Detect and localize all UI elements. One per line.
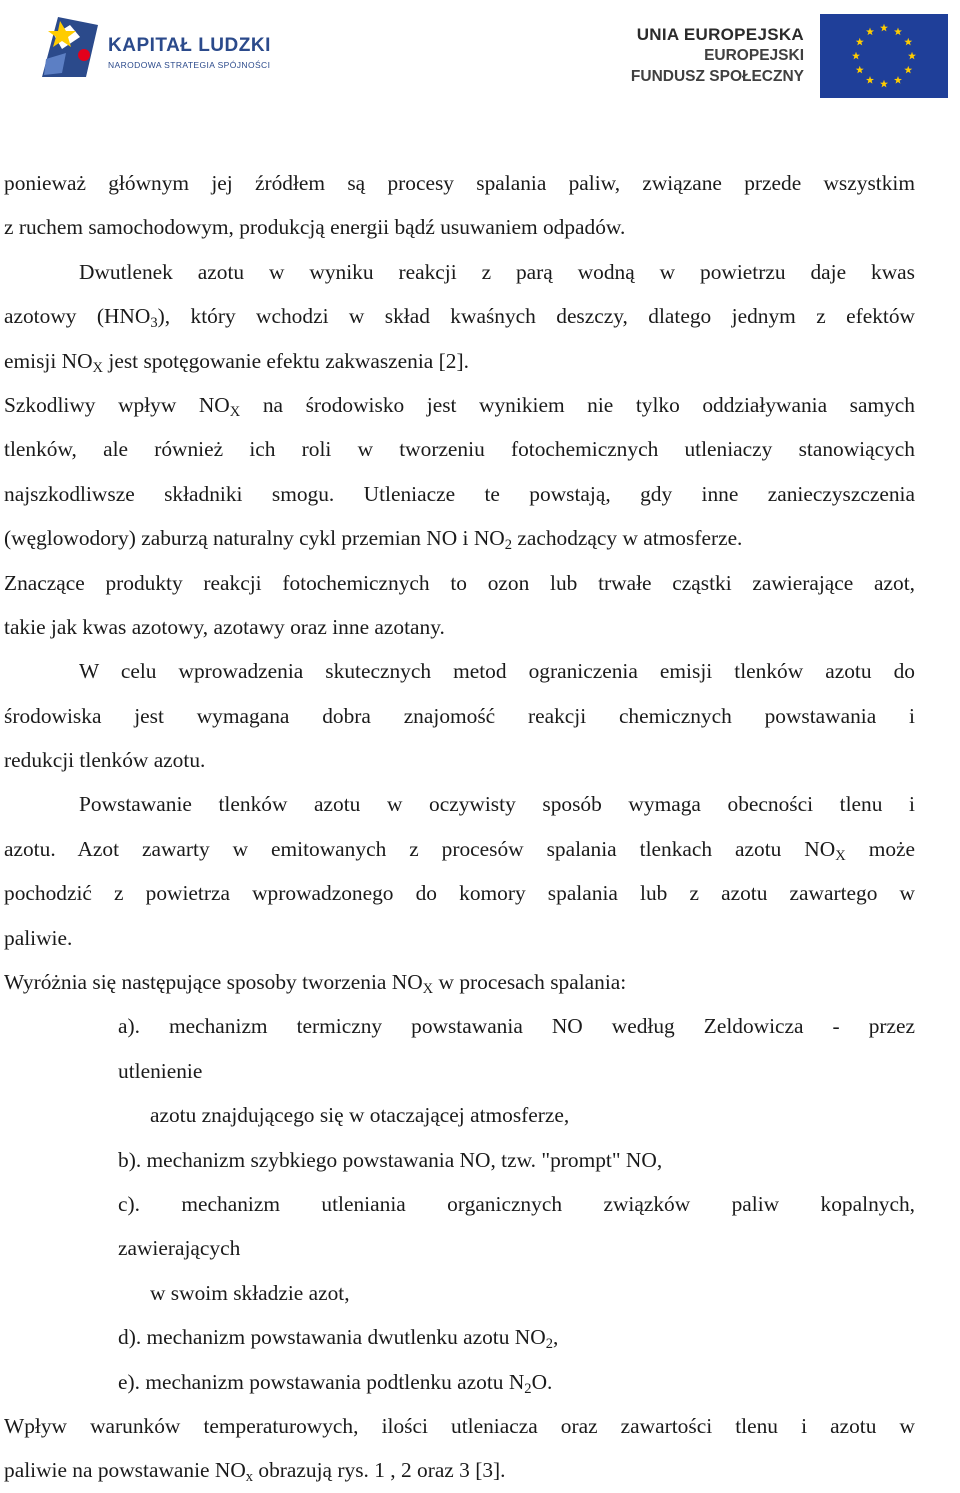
text-span: paliwie na powstawanie NO bbox=[4, 1458, 246, 1483]
list-item: b). mechanizm szybkiego powstawania NO, tzw. "prompt" NO, bbox=[118, 1147, 663, 1172]
text-line: W celu wprowadzenia skutecznych metod ograniczenia emisji tlenków azotu do bbox=[79, 659, 915, 684]
text-span: , bbox=[552, 1325, 559, 1350]
eu-logo-text bbox=[631, 24, 804, 87]
subscript: x bbox=[245, 1469, 254, 1486]
subscript: X bbox=[229, 404, 241, 421]
text-span: Szkodliwy wpływ NO bbox=[4, 392, 230, 417]
list-item: w swoim składzie azot, bbox=[150, 1280, 350, 1305]
text-line: Wpływ warunków temperaturowych, ilości utleniacza oraz zawartości tlenu i azotu w bbox=[4, 1413, 915, 1438]
text-line: pochodzić z powietrza wprowadzonego do komory spalania lub z azotu zawartego w bbox=[4, 881, 915, 906]
list-item bbox=[4, 1315, 915, 1359]
subscript: X bbox=[422, 981, 434, 998]
kapital-ludzki-logo bbox=[40, 15, 270, 85]
text-span: O. bbox=[531, 1369, 553, 1394]
text-line bbox=[4, 1448, 915, 1492]
text-span: może bbox=[845, 836, 916, 861]
text-line: redukcji tlenków azotu. bbox=[4, 748, 206, 773]
text-span: e). mechanizm powstawania podtlenku azotu N bbox=[118, 1369, 525, 1394]
text-line: z ruchem samochodowym, produkcją energii bądź usuwaniem odpadów. bbox=[4, 215, 626, 240]
text-line: Powstawanie tlenków azotu w oczywisty sposób wymaga obecności tlenu i bbox=[79, 792, 915, 817]
list-item: zawierających bbox=[118, 1236, 241, 1261]
text-line: Znaczące produkty reakcji fotochemicznych to ozon lub trwałe cząstki zawierające azot, bbox=[4, 570, 915, 595]
subscript: X bbox=[92, 359, 104, 376]
text-line bbox=[4, 294, 915, 338]
list-item: utlenienie bbox=[118, 1058, 203, 1083]
text-span: na środowisko jest wynikiem nie tylko oddziaływania samych bbox=[240, 392, 915, 417]
text-span: jest spotęgowanie efektu zakwaszenia [2]. bbox=[103, 348, 469, 373]
text-span: d). mechanizm powstawania dwutlenku azotu NO bbox=[118, 1325, 546, 1350]
kapital-ludzki-subtitle: NARODOWA STRATEGIA SPÓJNOŚCI bbox=[108, 60, 271, 70]
page-header bbox=[0, 0, 960, 110]
document-body bbox=[4, 161, 915, 1493]
subscript: 2 bbox=[524, 1380, 532, 1397]
subscript: 3 bbox=[150, 315, 158, 332]
text-line: środowiska jest wymagana dobra znajomość reakcji chemicznych powstawania i bbox=[4, 703, 915, 728]
text-span: Wyróżnia się następujące sposoby tworzenia NO bbox=[4, 970, 423, 995]
text-line: najszkodliwsze składniki smogu. Utleniacze te powstają, gdy inne zanieczyszczenia bbox=[4, 481, 915, 506]
text-span: emisji NO bbox=[4, 348, 93, 373]
list-item: azotu znajdującego się w otaczającej atmosferze, bbox=[150, 1103, 570, 1128]
eu-logo-line-1: UNIA EUROPEJSKA bbox=[636, 25, 804, 44]
text-line: takie jak kwas azotowy, azotawy oraz inne azotany. bbox=[4, 614, 445, 639]
text-line: Dwutlenek azotu w wyniku reakcji z parą wodną w powietrzu daje kwas bbox=[79, 259, 915, 284]
subscript: X bbox=[835, 847, 846, 864]
subscript: 2 bbox=[545, 1336, 553, 1353]
text-line bbox=[4, 383, 915, 427]
text-line bbox=[4, 827, 915, 871]
eu-logo-line-3: FUNDUSZ SPOŁECZNY bbox=[630, 68, 804, 85]
kapital-ludzki-emblem-icon bbox=[40, 15, 100, 79]
list-item: a). mechanizm termiczny powstawania NO według Zeldowicza - przez bbox=[118, 1014, 915, 1039]
text-line: ponieważ głównym jej źródłem są procesy spalania paliw, związane przede wszystkim bbox=[4, 171, 915, 195]
text-span: w procesach spalania: bbox=[433, 970, 627, 995]
text-line bbox=[4, 339, 915, 383]
text-span: azotowy (HNO bbox=[4, 304, 151, 329]
list-item bbox=[4, 1360, 915, 1404]
eu-efs-logo bbox=[618, 14, 948, 100]
eu-flag-icon bbox=[820, 14, 948, 98]
text-span: (węglowodory) zaburzą naturalny cykl przemian NO i NO bbox=[4, 526, 505, 551]
text-line: tlenków, ale również ich roli w tworzeniu fotochemicznych utleniaczy stanowiących bbox=[4, 437, 915, 462]
text-span: ), który wchodzi w skład kwaśnych deszczy, dlatego jednym z efektów bbox=[157, 304, 916, 329]
eu-logo-line-2: EUROPEJSKI bbox=[704, 47, 804, 64]
kapital-ludzki-title: KAPITAŁ LUDZKI bbox=[108, 35, 271, 56]
text-span: zachodzący w atmosferze. bbox=[512, 526, 743, 551]
text-span: obrazują rys. 1 , 2 oraz 3 [3]. bbox=[253, 1458, 506, 1483]
list-item: c). mechanizm utleniania organicznych związków paliw kopalnych, bbox=[118, 1191, 915, 1216]
text-span: azotu. Azot zawarty w emitowanych z procesów spalania tlenkach azotu NO bbox=[4, 836, 836, 861]
text-line: paliwie. bbox=[4, 925, 73, 950]
subscript: 2 bbox=[504, 537, 512, 554]
text-line bbox=[4, 960, 915, 1004]
text-line bbox=[4, 516, 915, 560]
